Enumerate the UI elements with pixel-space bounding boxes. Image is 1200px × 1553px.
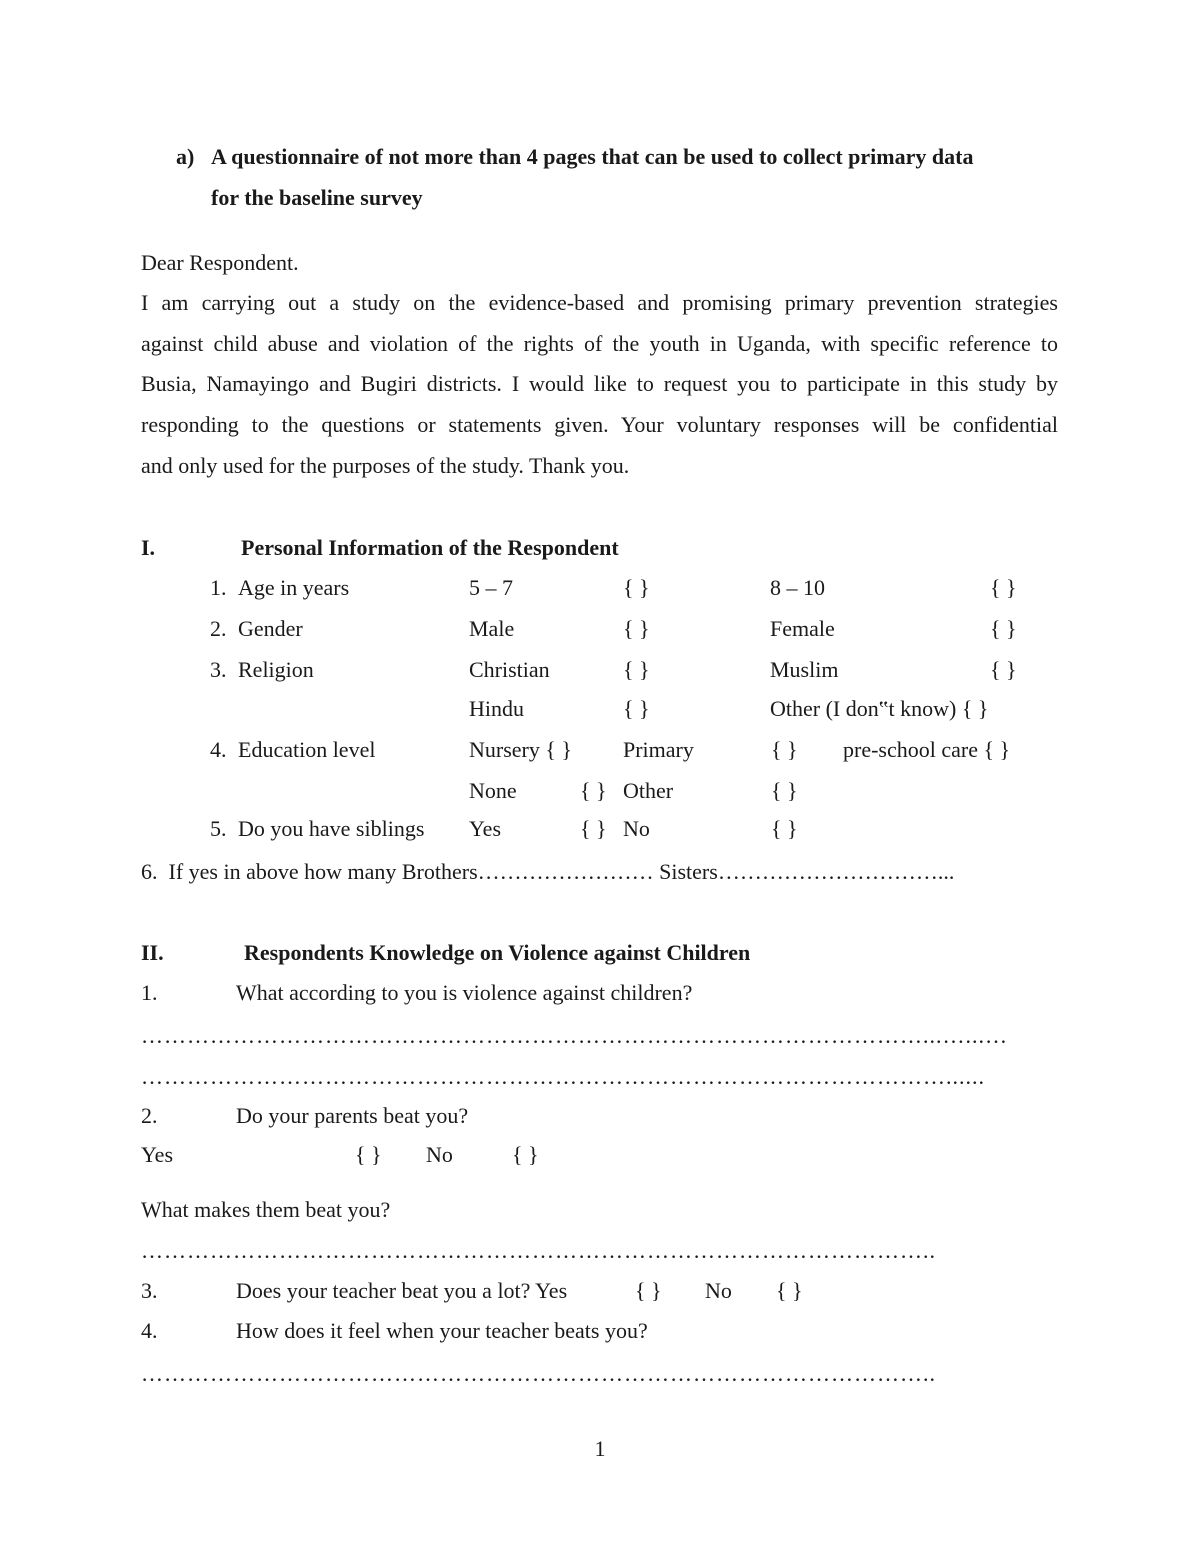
question-teacher-beat: Does your teacher beat you a lot? Yes: [236, 1278, 568, 1303]
question-number: 2.: [210, 616, 227, 641]
question-label-religion: Religion: [238, 657, 314, 682]
option-label: Primary: [623, 737, 694, 762]
option-checkbox[interactable]: { }: [512, 1142, 539, 1167]
answer-line[interactable]: …………………………………………………………………………………………...…...…: [141, 1025, 1008, 1047]
question-teacher-feeling: How does it feel when your teacher beats you?: [236, 1318, 648, 1343]
option-label[interactable]: Nursery { }: [469, 737, 572, 762]
option-label: Hindu: [469, 696, 524, 721]
question-number: 4.: [210, 737, 227, 762]
question-number: 2.: [141, 1103, 158, 1128]
intro-line: against child abuse and violation of the rights of the youth in Uganda, with specific reference to: [141, 331, 1058, 356]
option-checkbox[interactable]: { }: [580, 778, 607, 803]
intro-line: Busia, Namayingo and Bugiri districts. I would like to request you to participate in this study by: [141, 371, 1058, 396]
option-label: Yes: [469, 816, 502, 841]
question-number: 1.: [210, 575, 227, 600]
option-checkbox[interactable]: { }: [355, 1142, 382, 1167]
answer-line[interactable]: …………………………………………………………………………………………..: [141, 1240, 936, 1262]
question-beating-reason: What makes them beat you?: [141, 1197, 391, 1222]
option-checkbox[interactable]: { }: [990, 616, 1017, 641]
option-checkbox[interactable]: { }: [771, 737, 798, 762]
option-checkbox[interactable]: { }: [623, 696, 650, 721]
question-label-gender: Gender: [238, 616, 303, 641]
option-label: None: [469, 778, 517, 803]
heading-line-1: A questionnaire of not more than 4 pages that can be used to collect primary data: [211, 144, 974, 169]
siblings-count-question[interactable]: 6. If yes in above how many Brothers…………………… Sisters…………………………...: [141, 859, 955, 884]
answer-line[interactable]: …………………………………………………………………………………………..: [141, 1363, 936, 1385]
option-label: Yes: [141, 1142, 174, 1167]
option-label[interactable]: pre-school care { }: [843, 737, 1011, 762]
option-label: No: [705, 1278, 732, 1303]
option-checkbox[interactable]: { }: [990, 575, 1017, 600]
option-checkbox[interactable]: { }: [776, 1278, 803, 1303]
option-label: Other: [623, 778, 674, 803]
option-checkbox[interactable]: { }: [771, 816, 798, 841]
option-checkbox[interactable]: { }: [990, 657, 1017, 682]
option-label: No: [426, 1142, 453, 1167]
question-label-education: Education level: [238, 737, 376, 762]
question-parents-beat: Do your parents beat you?: [236, 1103, 469, 1128]
intro-line: and only used for the purposes of the study. Thank you.: [141, 453, 630, 478]
option-label: Christian: [469, 657, 550, 682]
option-checkbox[interactable]: { }: [623, 657, 650, 682]
option-label: Female: [770, 616, 835, 641]
intro-line: responding to the questions or statements given. Your voluntary responses will be confidential: [141, 412, 1058, 437]
option-checkbox[interactable]: { }: [580, 816, 607, 841]
section-1-numeral: I.: [141, 535, 156, 560]
option-label: 8 – 10: [770, 575, 825, 600]
question-number: 5.: [210, 816, 227, 841]
question-label-age: Age in years: [238, 575, 350, 600]
answer-line[interactable]: ……………………………………………………………………………………………......: [141, 1066, 985, 1088]
question-number: 3.: [210, 657, 227, 682]
question-number: 3.: [141, 1278, 158, 1303]
option-checkbox[interactable]: { }: [771, 778, 798, 803]
section-2-title: Respondents Knowledge on Violence against Children: [244, 940, 751, 965]
question-violence-definition: What according to you is violence against children?: [236, 980, 693, 1005]
question-number: 1.: [141, 980, 158, 1005]
heading-marker: a): [176, 144, 195, 169]
section-2-numeral: II.: [141, 940, 164, 965]
option-label: 5 – 7: [469, 575, 513, 600]
page-number: 1: [594, 1436, 606, 1461]
option-label: No: [623, 816, 650, 841]
option-label: Male: [469, 616, 515, 641]
heading-line-2: for the baseline survey: [211, 185, 423, 210]
question-label-siblings: Do you have siblings: [238, 816, 425, 841]
salutation: Dear Respondent.: [141, 250, 299, 275]
option-label[interactable]: Other (I don‟t know) { }: [770, 696, 989, 721]
section-1-title: Personal Information of the Respondent: [241, 535, 619, 560]
intro-line: I am carrying out a study on the evidence-based and promising primary prevention strategies: [141, 290, 1058, 315]
option-label: Muslim: [770, 657, 839, 682]
option-checkbox[interactable]: { }: [623, 616, 650, 641]
question-number: 4.: [141, 1318, 158, 1343]
option-checkbox[interactable]: { }: [635, 1278, 662, 1303]
option-checkbox[interactable]: { }: [623, 575, 650, 600]
